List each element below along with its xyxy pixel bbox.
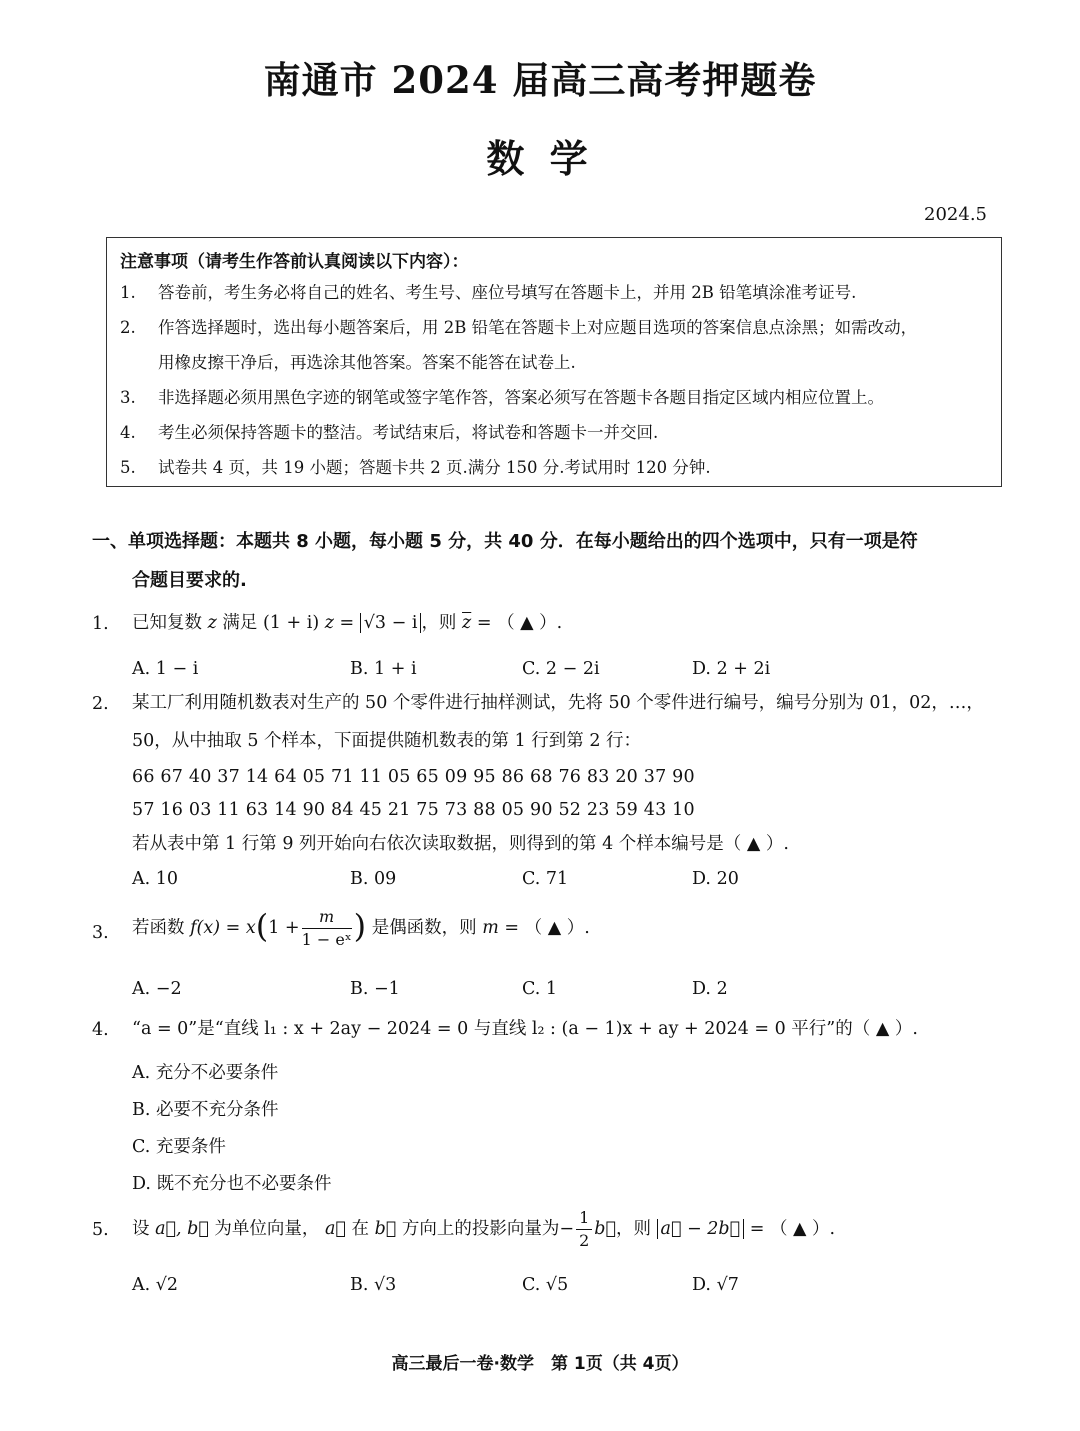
q3-fraction: $\frac{m}{\text{1 − eˣ}}$ [301, 907, 352, 949]
q5-eq: = [749, 1219, 765, 1239]
q2-option-b: B. 09 [350, 869, 397, 889]
q1-pre: 已知复数 [132, 613, 202, 633]
q5-mid: 为单位向量， [214, 1219, 320, 1239]
q1-option-a: A. 1 − i [132, 659, 199, 679]
q3-inner: 1 + [268, 918, 300, 938]
q5-abs: a⃗ − 2b⃗ [657, 1219, 745, 1239]
q2-option-d: D. 20 [692, 869, 739, 889]
q3-stem: 若函数 f(x) = x(1 + $\frac{m}{\text{1 − eˣ}}$ ) 是偶函数，则 m = （ ▲ ）. [132, 907, 590, 949]
notice-text-2: 作答选择题时，选出每小题答案后，用 2B 铅笔在答题卡上对应题目选项的答案信息点涂黑；如需改动， [158, 318, 918, 337]
q5-mid2: 在 [351, 1219, 370, 1239]
q5-option-b: B. √3 [350, 1275, 397, 1295]
q1-zbar: $\overline{z}$ [462, 613, 472, 633]
q3-option-b: B. −1 [350, 979, 400, 999]
notice-text-3: 非选择题必须用黑色字迹的钢笔或签字笔作答，答案必须写在答题卡各题目指定区域内相应位置上。 [158, 388, 884, 407]
exam-title: 南通市 2024 届高三高考押题卷 [263, 58, 817, 102]
q1-eq: z = [324, 613, 355, 633]
q5-bvec: b⃗ [594, 1219, 616, 1239]
q1-option-b: B. 1 + i [350, 659, 417, 679]
q5-mid3: 方向上的投影向量为 [401, 1219, 560, 1239]
q1-option-c: C. 2 − 2i [522, 659, 600, 679]
q1-stem [132, 612, 562, 634]
q5-option-d: D. √7 [692, 1275, 739, 1295]
q4-option-c: C. 充要条件 [132, 1137, 226, 1157]
q3-func: f(x) = x [190, 918, 256, 938]
section-heading-cont: 合题目要求的. [132, 570, 247, 591]
q3-m: m = [482, 918, 520, 938]
q5-pre: 设 [132, 1219, 150, 1239]
q5-b: b⃗ [374, 1219, 397, 1239]
q1-abs: √3 − i [360, 613, 422, 633]
q4-stem: “a = 0”是“直线 l₁ : x + 2ay − 2024 = 0 与直线 l₂ : (a − 1)x + ay + 2024 = 0 平行”的（ ▲ ）. [132, 1019, 918, 1039]
q1-z: z [207, 613, 217, 633]
q4-number: 4. [92, 1020, 109, 1040]
q1-mid: 满足 [222, 613, 258, 633]
notice-num-3: 3. [120, 388, 136, 407]
q3-option-a: A. −2 [132, 979, 182, 999]
exam-date: 2024.5 [924, 204, 987, 225]
section-heading: 一、单项选择题：本题共 8 小题，每小题 5 分，共 40 分．在每小题给出的四个选项中，只有一项是符 [92, 531, 918, 552]
q3-pre: 若函数 [132, 918, 185, 938]
q2-option-c: C. 71 [522, 869, 569, 889]
q4-option-d: D. 既不充分也不必要条件 [132, 1174, 332, 1194]
notice-text-2b: 用橡皮擦干净后，再选涂其他答案。答案不能答在试卷上. [158, 353, 576, 372]
q5-stem [132, 1207, 835, 1252]
q3-option-d: D. 2 [692, 979, 728, 999]
q1-then: ，则 [421, 613, 457, 633]
q3-option-c: C. 1 [522, 979, 558, 999]
q4-option-b: B. 必要不充分条件 [132, 1100, 279, 1120]
q1-eq2: = [476, 613, 492, 633]
q5-option-a: A. √2 [132, 1275, 179, 1295]
q5-a: a⃗ [325, 1219, 346, 1239]
q5-number: 5. [92, 1220, 109, 1240]
q5-vectors: a⃗, b⃗ [155, 1219, 209, 1239]
q1-lhs: (1 + i) [262, 613, 320, 633]
notice-num-5: 5. [120, 458, 136, 477]
q1-number: 1. [92, 614, 109, 634]
subject-title: 数 学 [486, 136, 594, 181]
q2-number: 2. [92, 694, 109, 714]
q5-option-c: C. √5 [522, 1275, 569, 1295]
q5-blank: （ ▲ ）. [769, 1219, 836, 1239]
page-footer: 高三最后一卷·数学 第 1页（共 4页） [391, 1354, 689, 1374]
q5-neg: − [559, 1219, 575, 1239]
notice-text-5: 试卷共 4 页，共 19 小题；答题卡共 2 页.满分 150 分.考试用时 120 分钟. [158, 458, 711, 477]
notice-num-4: 4. [120, 423, 136, 442]
q2-line3: 若从表中第 1 行第 9 列开始向右依次读取数据，则得到的第 4 个样本编号是（ ▲ ）. [132, 834, 789, 854]
q3-post: 是偶函数，则 [371, 918, 477, 938]
q1-option-d: D. 2 + 2i [692, 659, 771, 679]
notice-text-1: 答卷前，考生务必将自己的姓名、考生号、座位号填写在答题卡上，并用 2B 铅笔填涂准考证号. [158, 283, 857, 302]
q5-then: ，则 [615, 1219, 651, 1239]
q2-random-row-2: 57 16 03 11 63 14 90 84 45 21 75 73 88 05 90 52 23 59 43 10 [132, 800, 695, 820]
q2-line2: 50，从中抽取 5 个样本，下面提供随机数表的第 1 行到第 2 行： [132, 731, 642, 751]
q2-random-row-1: 66 67 40 37 14 64 05 71 11 05 65 09 95 86 68 76 83 20 37 90 [132, 767, 695, 787]
q5-fraction: $\frac{1}{2}$ [576, 1207, 592, 1252]
q1-blank: （ ▲ ）. [497, 613, 563, 633]
notice-num-2: 2. [120, 318, 136, 337]
notice-num-1: 1. [120, 283, 136, 302]
q2-line1: 某工厂利用随机数表对生产的 50 个零件进行抽样测试，先将 50 个零件进行编号，编号分别为 01，02，…， [132, 693, 984, 713]
q3-number: 3. [92, 923, 109, 943]
notice-heading: 注意事项（请考生作答前认真阅读以下内容）： [120, 252, 469, 272]
q4-option-a: A. 充分不必要条件 [132, 1063, 279, 1083]
q3-blank: （ ▲ ）. [524, 918, 590, 938]
notice-text-4: 考生必须保持答题卡的整洁。考试结束后，将试卷和答题卡一并交回. [158, 423, 659, 442]
q2-option-a: A. 10 [132, 869, 179, 889]
